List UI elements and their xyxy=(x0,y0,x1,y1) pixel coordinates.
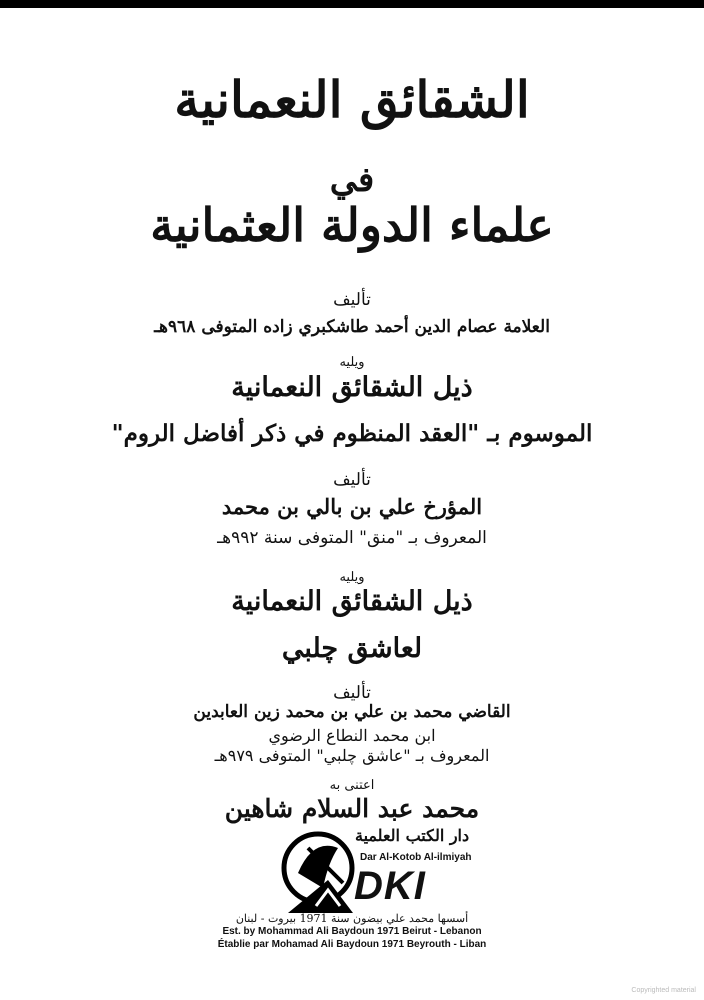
edited-by-label: اعتنى به xyxy=(329,778,375,793)
appendix-subtitle-1: الموسوم بـ "العقد المنظوم في ذكر أفاضل الروم" xyxy=(111,420,593,447)
appendix-author-2: القاضي محمد بن علي بن محمد زين العابدين xyxy=(193,702,511,722)
appendix-title-1: ذيل الشقائق النعمانية xyxy=(231,372,473,403)
editor-name: محمد عبد السلام شاهين xyxy=(224,794,480,823)
title-connector: في xyxy=(329,160,375,200)
book-subtitle: علماء الدولة العثمانية xyxy=(150,198,554,252)
publisher-established-arabic: أسسها محمد علي بيضون سنة 1971 بيروت - لبنان xyxy=(235,912,469,925)
followed-by-label: ويليه xyxy=(339,355,365,370)
top-border xyxy=(0,0,704,8)
followed-by-label-2: ويليه xyxy=(339,570,365,585)
appendix-subtitle-2: لعاشق چلبي xyxy=(281,633,423,664)
appendix-title-2: ذيل الشقائق النعمانية xyxy=(231,586,473,617)
appendix-author-2-lineage: ابن محمد النطاع الرضوي xyxy=(268,726,436,745)
authored-by-label: تأليف xyxy=(333,290,371,310)
copyright-notice: Copyrighted material xyxy=(631,987,696,994)
publisher-name-english: Dar Al-Kotob Al-ilmiyah xyxy=(360,852,472,863)
appendix-author-2-known-as: المعروف بـ "عاشق چلبي" المتوفى ٩٧٩هـ xyxy=(214,746,490,765)
primary-author: العلامة عصام الدين أحمد طاشكبري زاده المتوفى ٩٦٨هـ xyxy=(154,317,550,337)
authored-by-label-3: تأليف xyxy=(333,683,371,703)
appendix-author-1: المؤرخ علي بن بالي بن محمد xyxy=(221,494,483,519)
publisher-name-arabic: دار الكتب العلمية xyxy=(355,826,470,845)
publisher-established-french: Établie par Mohamad Ali Baydoun 1971 Beyrouth - Liban xyxy=(217,939,487,950)
publisher-established-english: Est. by Mohammad Ali Baydoun 1971 Beirut - Lebanon xyxy=(222,926,482,937)
appendix-author-1-known-as: المعروف بـ "منق" المتوفى سنة ٩٩٢هـ xyxy=(217,528,487,548)
book-title: الشقائق النعمانية xyxy=(174,70,530,129)
publisher-brand: DKI xyxy=(354,864,426,908)
authored-by-label-2: تأليف xyxy=(333,470,371,490)
